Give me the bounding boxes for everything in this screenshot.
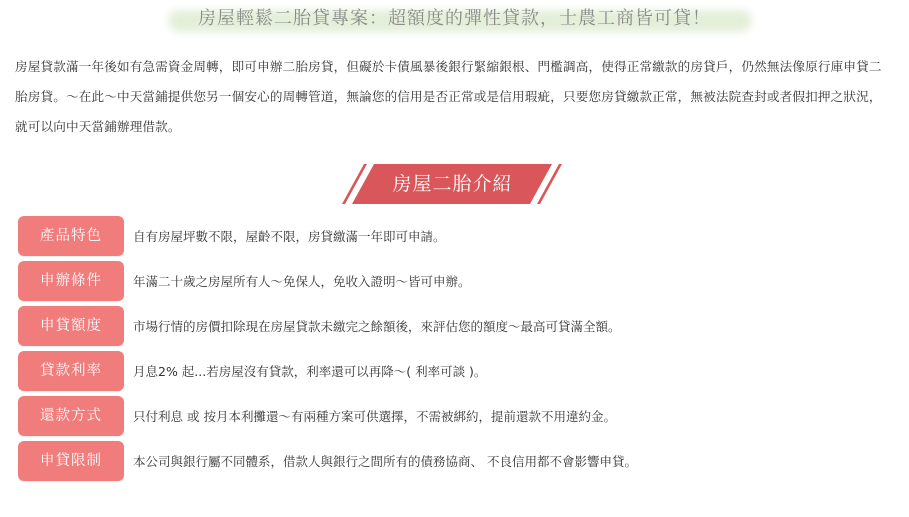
feature-list bbox=[18, 216, 878, 486]
feature-text: 月息2% 起...若房屋沒有貸款，利率還可以再降～( 利率可談 )。 bbox=[133, 364, 487, 379]
page-headline: 房屋輕鬆二胎貸專案：超額度的彈性貸款，士農工商皆可貸！ bbox=[198, 8, 711, 29]
feature-label: 申辦條件 bbox=[18, 261, 124, 301]
feature-text: 市場行情的房價扣除現在房屋貸款未繳完之餘額後，來評估您的額度～最高可貸滿全額。 bbox=[133, 319, 621, 334]
feature-row-restrictions bbox=[18, 441, 878, 486]
feature-row-conditions bbox=[18, 261, 878, 306]
section-title: 房屋二胎介紹 bbox=[392, 173, 513, 195]
feature-row-product bbox=[18, 216, 878, 261]
feature-row-interest bbox=[18, 351, 878, 396]
feature-label: 申貸限制 bbox=[18, 441, 124, 481]
feature-row-amount bbox=[18, 306, 878, 351]
feature-label: 產品特色 bbox=[18, 216, 124, 256]
feature-text: 年滿二十歲之房屋所有人～免保人，免收入證明～皆可申辦。 bbox=[133, 274, 471, 289]
feature-row-repayment bbox=[18, 396, 878, 441]
intro-paragraph: 房屋貸款滿一年後如有急需資金周轉，即可申辦二胎房貸，但礙於卡債風暴後銀行緊縮銀根、門檻調高，使得正常繳款的房貸戶，仍然無法像原行庫申貸二胎房貸。～在此～中天當鋪提供您另一個安心的周轉管道，無論您的信用是否正常或是信用瑕疵，只要您房貸繳款正常，無被法院查封或者假扣押之狀況，就可以向中天當鋪辦理借款。 bbox=[15, 59, 882, 134]
feature-text: 本公司與銀行屬不同體系，借款人與銀行之間所有的債務協商、 不良信用都不會影響申貸。 bbox=[133, 454, 637, 469]
feature-label: 貸款利率 bbox=[18, 351, 124, 391]
feature-text: 自有房屋坪數不限，屋齡不限，房貸繳滿一年即可申請。 bbox=[133, 229, 446, 244]
feature-text: 只付利息 或 按月本利攤還～有兩種方案可供選擇，不需被綁約，提前還款不用違約金。 bbox=[133, 409, 616, 424]
section-banner bbox=[330, 162, 575, 206]
feature-label: 還款方式 bbox=[18, 396, 124, 436]
feature-label: 申貸額度 bbox=[18, 306, 124, 346]
